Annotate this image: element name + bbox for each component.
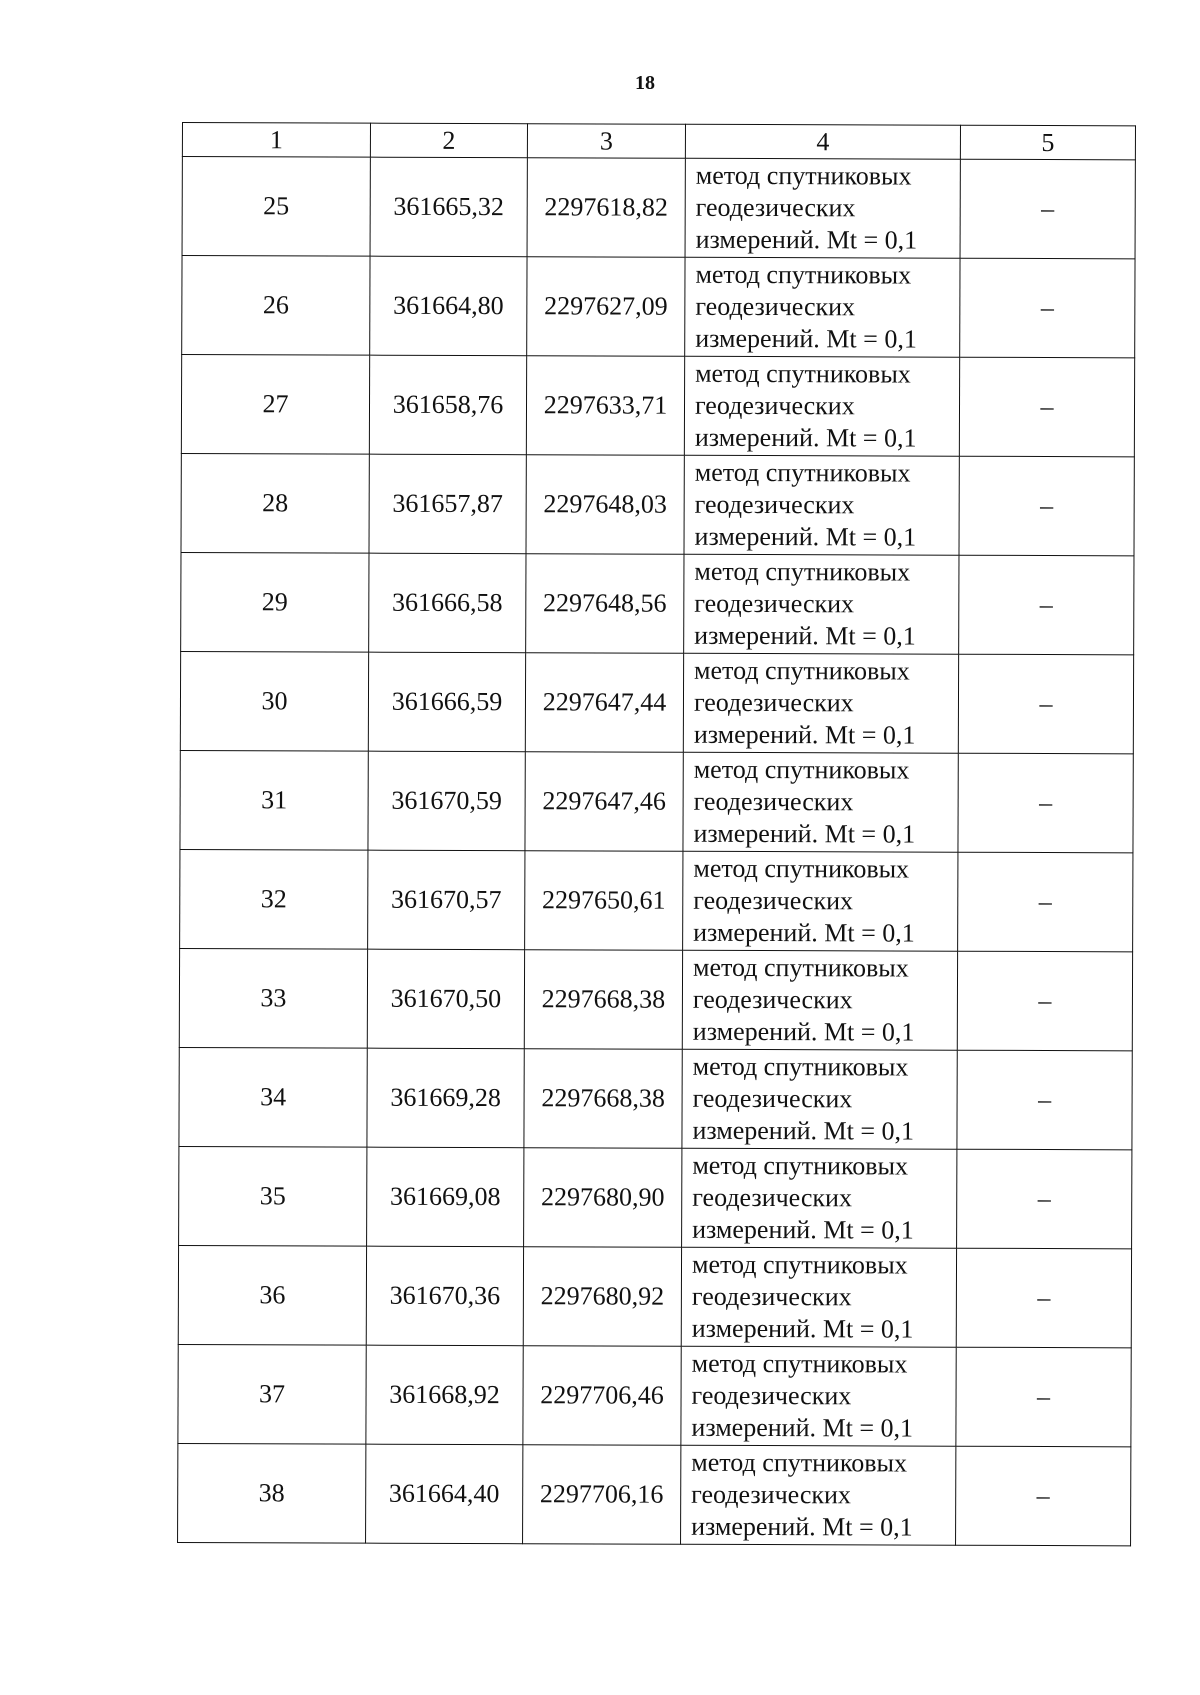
point-number-cell: 29 xyxy=(181,552,369,652)
method-line: геодезических xyxy=(694,489,855,520)
table-row xyxy=(180,651,1133,753)
table-row xyxy=(179,1047,1132,1149)
note-cell: – xyxy=(960,258,1135,358)
y-coordinate-cell: 2297680,92 xyxy=(523,1247,681,1347)
method-line: метод спутниковых xyxy=(695,160,912,191)
method-line: геодезических xyxy=(692,984,853,1015)
point-number-cell: 31 xyxy=(180,750,368,850)
method-line: геодезических xyxy=(691,1479,851,1510)
method-line: измерений. Mt = 0,1 xyxy=(694,422,917,453)
method-line: метод спутниковых xyxy=(691,1348,908,1379)
x-coordinate-cell: 361658,76 xyxy=(369,355,526,455)
method-line: измерений. Mt = 0,1 xyxy=(693,917,915,948)
method-cell xyxy=(681,1346,956,1446)
method-line: метод спутниковых xyxy=(695,358,911,389)
method-cell xyxy=(683,752,958,852)
method-cell xyxy=(685,158,960,258)
method-cell xyxy=(682,950,957,1050)
method-line: измерений. Mt = 0,1 xyxy=(691,1511,913,1542)
method-cell xyxy=(684,455,959,555)
point-number-cell: 35 xyxy=(179,1146,367,1246)
header-cell-4: 4 xyxy=(685,124,960,159)
header-row xyxy=(182,123,1135,160)
note-cell: – xyxy=(957,951,1132,1051)
point-number-cell: 33 xyxy=(179,948,367,1048)
method-line: измерений. Mt = 0,1 xyxy=(691,1412,914,1443)
method-line: геодезических xyxy=(692,1083,853,1114)
table-header xyxy=(182,123,1135,160)
x-coordinate-cell: 361666,58 xyxy=(369,553,526,653)
page-number: 18 xyxy=(635,72,655,94)
header-cell-5: 5 xyxy=(960,125,1135,160)
method-line: метод спутниковых xyxy=(693,853,910,884)
method-cell xyxy=(684,554,959,654)
method-line: геодезических xyxy=(691,1380,852,1411)
method-line: геодезических xyxy=(695,291,856,322)
method-cell xyxy=(683,653,958,753)
method-line: метод спутниковых xyxy=(691,1249,908,1280)
table-row xyxy=(179,948,1132,1050)
table-row xyxy=(181,355,1134,457)
x-coordinate-cell: 361669,28 xyxy=(367,1048,524,1148)
point-number-cell: 30 xyxy=(180,651,368,751)
note-cell: – xyxy=(956,1347,1131,1447)
method-line: геодезических xyxy=(693,885,854,916)
table-row xyxy=(182,157,1135,259)
x-coordinate-cell: 361666,59 xyxy=(368,652,525,752)
x-coordinate-cell: 361669,08 xyxy=(367,1147,524,1247)
y-coordinate-cell: 2297680,90 xyxy=(524,1148,682,1248)
table-row xyxy=(181,453,1134,555)
x-coordinate-cell: 361670,57 xyxy=(368,850,525,950)
method-line: метод спутниковых xyxy=(691,1447,908,1478)
note-cell: – xyxy=(959,456,1134,556)
table-row xyxy=(178,1344,1131,1446)
y-coordinate-cell: 2297650,61 xyxy=(525,851,683,951)
y-coordinate-cell: 2297648,56 xyxy=(526,554,684,654)
method-line: измерений. Mt = 0,1 xyxy=(694,620,916,651)
method-cell xyxy=(682,1049,957,1149)
note-cell: – xyxy=(956,1446,1131,1546)
point-number-cell: 27 xyxy=(181,355,369,455)
point-number-cell: 37 xyxy=(178,1344,366,1444)
method-line: измерений. Mt = 0,1 xyxy=(691,1313,914,1344)
y-coordinate-cell: 2297618,82 xyxy=(527,158,685,258)
method-line: метод спутниковых xyxy=(694,457,911,488)
method-line: геодезических xyxy=(694,390,855,421)
y-coordinate-cell: 2297647,44 xyxy=(525,653,683,753)
header-cell-3: 3 xyxy=(527,124,685,159)
coordinates-table xyxy=(177,122,1136,1546)
method-line: метод спутниковых xyxy=(693,952,909,983)
note-cell: – xyxy=(959,357,1134,457)
method-cell xyxy=(684,356,959,456)
method-cell xyxy=(683,851,958,951)
method-line: измерений. Mt = 0,1 xyxy=(694,521,917,552)
note-cell: – xyxy=(959,555,1134,655)
note-cell: – xyxy=(956,1248,1131,1348)
method-line: измерений. Mt = 0,1 xyxy=(692,1115,915,1146)
y-coordinate-cell: 2297668,38 xyxy=(524,950,682,1050)
table-row xyxy=(181,552,1134,654)
table-body xyxy=(178,157,1136,1546)
method-line: геодезических xyxy=(695,192,856,223)
point-number-cell: 38 xyxy=(178,1443,366,1543)
point-number-cell: 34 xyxy=(179,1047,367,1147)
table-row xyxy=(180,750,1133,852)
point-number-cell: 26 xyxy=(182,256,370,356)
method-line: метод спутниковых xyxy=(692,1051,909,1082)
point-number-cell: 32 xyxy=(180,849,368,949)
note-cell: – xyxy=(958,852,1133,952)
x-coordinate-cell: 361664,80 xyxy=(370,256,527,356)
note-cell: – xyxy=(958,654,1133,754)
method-line: измерений. Mt = 0,1 xyxy=(695,323,917,354)
method-line: метод спутниковых xyxy=(693,754,910,785)
x-coordinate-cell: 361665,32 xyxy=(370,157,527,257)
y-coordinate-cell: 2297706,46 xyxy=(523,1346,681,1446)
method-line: геодезических xyxy=(691,1281,852,1312)
note-cell: – xyxy=(960,159,1135,259)
x-coordinate-cell: 361670,36 xyxy=(366,1246,523,1346)
method-cell xyxy=(682,1148,957,1248)
x-coordinate-cell: 361670,59 xyxy=(368,751,525,851)
x-coordinate-cell: 361668,92 xyxy=(366,1345,523,1445)
point-number-cell: 28 xyxy=(181,453,369,553)
method-cell xyxy=(681,1247,956,1347)
method-line: измерений. Mt = 0,1 xyxy=(692,1016,915,1047)
method-line: геодезических xyxy=(693,786,854,817)
method-line: метод спутниковых xyxy=(695,259,912,290)
method-cell xyxy=(681,1445,956,1545)
method-line: геодезических xyxy=(693,687,854,718)
method-line: метод спутниковых xyxy=(694,556,911,587)
y-coordinate-cell: 2297627,09 xyxy=(527,257,685,357)
y-coordinate-cell: 2297706,16 xyxy=(523,1445,681,1545)
method-line: измерений. Mt = 0,1 xyxy=(692,1214,914,1245)
method-line: измерений. Mt = 0,1 xyxy=(693,719,916,750)
table-row xyxy=(179,1146,1132,1248)
y-coordinate-cell: 2297668,38 xyxy=(524,1049,682,1149)
table-row xyxy=(182,256,1135,358)
note-cell: – xyxy=(957,1149,1132,1249)
method-line: измерений. Mt = 0,1 xyxy=(695,224,918,255)
x-coordinate-cell: 361670,50 xyxy=(367,949,524,1049)
point-number-cell: 25 xyxy=(182,157,370,257)
method-line: геодезических xyxy=(694,588,855,619)
table-row xyxy=(178,1245,1131,1347)
method-line: метод спутниковых xyxy=(692,1150,909,1181)
point-number-cell: 36 xyxy=(178,1245,366,1345)
method-line: метод спутниковых xyxy=(694,655,910,686)
method-line: измерений. Mt = 0,1 xyxy=(693,818,916,849)
method-line: геодезических xyxy=(692,1182,853,1213)
y-coordinate-cell: 2297633,71 xyxy=(526,356,684,456)
method-cell xyxy=(685,257,960,357)
note-cell: – xyxy=(957,1050,1132,1150)
header-cell-1: 1 xyxy=(182,123,370,158)
note-cell: – xyxy=(958,753,1133,853)
header-cell-2: 2 xyxy=(370,123,527,158)
table-row xyxy=(178,1443,1131,1545)
x-coordinate-cell: 361657,87 xyxy=(369,454,526,554)
table-row xyxy=(180,849,1133,951)
y-coordinate-cell: 2297647,46 xyxy=(525,752,683,852)
x-coordinate-cell: 361664,40 xyxy=(366,1444,523,1544)
y-coordinate-cell: 2297648,03 xyxy=(526,455,684,555)
